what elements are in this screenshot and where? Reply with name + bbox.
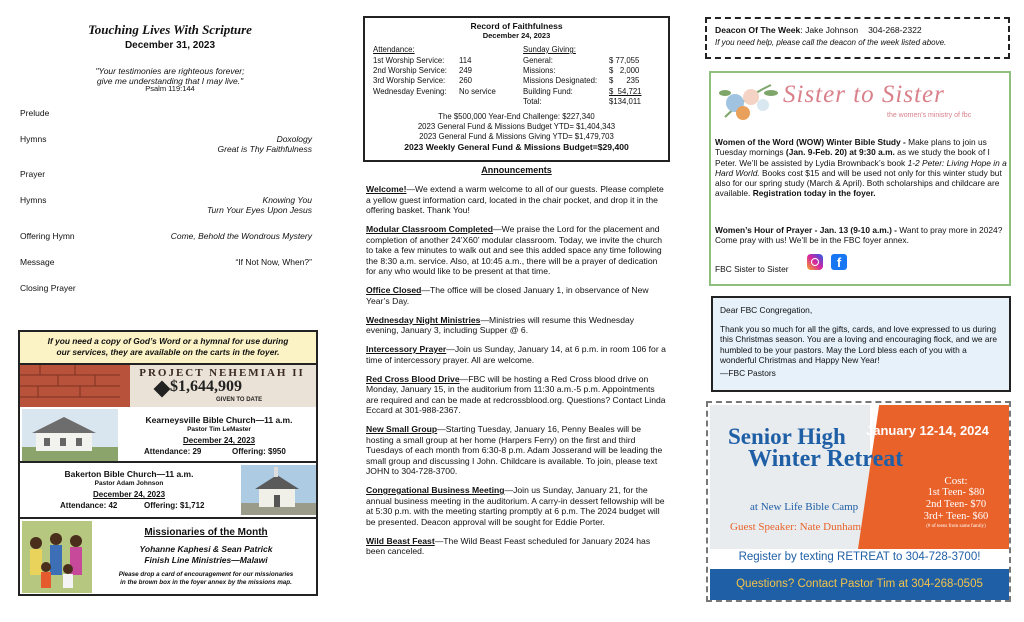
project-name: PROJECT NEHEMIAH II [139, 367, 305, 379]
sister-logo: Sister to Sister [783, 81, 945, 108]
cost-note: (# of teens from same family) [926, 524, 986, 529]
ytd-summary [365, 112, 668, 152]
flower-bouquet-graphic [715, 77, 781, 127]
service-item-label: Offering Hymn [20, 231, 75, 241]
bulletin-title: Touching Lives With Scripture [88, 22, 252, 37]
note-line: our services, they are available on the carts in the foyer. [56, 347, 280, 357]
attendance-label: 3rd Worship Service: [373, 76, 446, 86]
attendance-value: 114 [459, 56, 472, 65]
announcement-text: —Ministries will resume this Wednesday evening, January 3, including Supper @ 6. [366, 314, 635, 335]
wow-dates: (Jan. 9-Feb. 20) at 9:30 a.m. [785, 147, 895, 158]
announcement-text: —FBC will be hosting a Red Cross blood drive on Monday, January 15, in the auditorium from 11:30 a.m.-5 p.m. Appointments are required and can be made at redcrossblood.org. Questions? Contact Linda Eccard at 301-988-2367. [366, 373, 666, 415]
announcement-title: Congregational Business Meeting [366, 485, 505, 495]
retreat-dates: January 12-14, 2024 [866, 423, 989, 438]
missionary-family-photo [22, 521, 92, 593]
attendance-count: Attendance: 29 [144, 447, 202, 456]
service-item-label: Message [20, 257, 55, 267]
wow-title: Women of the Word (WOW) Winter Bible Study - [715, 137, 906, 147]
announcement-text: —The Wild Beast Feast scheduled for January 2024 has been canceled. [366, 535, 651, 556]
giving-label: General: [523, 56, 553, 65]
wow-book: 1-2 Peter: Living Hope in a Hard World. [715, 157, 1007, 178]
missionaries-box [18, 519, 318, 596]
bakerton-report [18, 463, 318, 519]
attendance-value: No service [459, 86, 496, 96]
attendance-value: 260 [459, 76, 473, 86]
project-amount: $1,644,909 [170, 378, 242, 395]
missionaries-heading: Missionaries of the Month [144, 527, 268, 538]
deacon-name: : Jake Johnson [800, 25, 859, 35]
church-pastor: Pastor Adam Johnson [94, 480, 164, 487]
sister-to-sister-box [709, 71, 1011, 286]
announcement-item [366, 184, 668, 216]
service-item-detail: Knowing You [262, 195, 312, 205]
announcement-title: New Small Group [366, 424, 438, 434]
deacon-note: If you need help, please call the deacon of the week listed above. [715, 38, 947, 47]
verse-reference: Psalm 119:144 [145, 84, 195, 93]
deacon-label: Deacon Of The Week [715, 25, 801, 35]
service-item-label: Hymns [20, 195, 47, 205]
announcements-list [366, 184, 668, 565]
service-item-detail: Great is Thy Faithfulness [217, 144, 312, 154]
bulletin-date: December 31, 2023 [124, 40, 216, 51]
announcement-text: —The office will be closed January 1, in observance of New Year’s Day. [366, 285, 649, 306]
record-date: December 24, 2023 [482, 31, 551, 40]
report-date: December 24, 2023 [182, 436, 256, 445]
church-photo [241, 465, 316, 515]
announcement-item [366, 315, 668, 336]
project-nehemiah-banner [18, 365, 318, 407]
announcement-text: —We praise the Lord for the placement and completion of another 24’X60’ modular classroom. Today, we invite the church to take a few minutes to walk out and see this added space any time following the 8:30 a.m. service. Also, at 10:45 a.m., there will be a prayer of dedication for any who would like to be present at that time. [366, 224, 663, 276]
winter-retreat-flyer [706, 401, 1011, 602]
wow-study [715, 137, 1007, 199]
missionary-organization: Finish Line Ministries—Malawi [144, 555, 268, 565]
retreat-contact: Questions? Contact Pastor Tim at 304-268-0505 [710, 569, 1009, 600]
giving-list [523, 56, 663, 107]
service-item-label: Hymns [20, 134, 47, 144]
announcement-title: Wild Beast Feast [366, 535, 435, 546]
letter-greeting: Dear FBC Congregation, [720, 305, 813, 315]
service-item-detail: Turn Your Eyes Upon Jesus [206, 205, 312, 215]
cost-item: 3rd+ Teen- $60 [923, 511, 989, 522]
announcement-item [366, 285, 668, 306]
retreat-title: Winter Retreat [748, 446, 904, 472]
giving-label: Total: [523, 96, 542, 106]
announcement-text: —Join us Sunday, January 21, for the annual business meeting in the auditorium. A carry-in dessert fellowship will be at 5:30 p.m. with the meeting starting promptly at 6 p.m. The 2024 budget will be presented. Deacon approval will be sought for Eddie Porter. [366, 485, 665, 527]
giving-value: $ 235 [609, 76, 640, 86]
announcement-item [366, 374, 668, 416]
offering-amount: Offering: $1,712 [144, 501, 205, 510]
note-line: If you need a copy of God’s Word or a hymnal for use during [47, 336, 289, 346]
service-item-label: Closing Prayer [20, 283, 76, 293]
giving-value: $ 54,721 [609, 86, 642, 96]
giving-label: Missions Designated: [523, 76, 598, 86]
wow-text: as we study the book of I Peter. We’ll be assisted by Lydia Brownback’s book [715, 147, 990, 168]
deacon-phone: 304-268-2322 [868, 25, 922, 35]
announcement-title: Office Closed [366, 285, 422, 295]
announcement-title: Red Cross Blood Drive [366, 373, 460, 384]
wow-text: Make plans to join us Tuesday mornings [715, 137, 987, 158]
service-item-label: Prayer [20, 169, 46, 179]
announcement-title: Wednesday Night Ministries [366, 314, 481, 325]
announcement-text: —Join us Sunday, January 14, at 6 p.m. in room 106 for a time of intercessory prayer. All are welcome. [366, 344, 666, 365]
announcement-title: Welcome! [366, 184, 407, 194]
giving-value: $ 77,055 [609, 56, 640, 65]
church-name: Bakerton Bible Church—11 a.m. [64, 469, 194, 479]
attendance-label: Wednesday Evening: [373, 86, 447, 96]
wow-registration: Registration today in the foyer. [752, 188, 876, 199]
verse-line: "Your testimonies are righteous forever; [95, 66, 245, 76]
missionary-note: Please drop a card of encouragement for our missionaries [118, 571, 294, 578]
retreat-speaker: Guest Speaker: Nate Dunham [730, 521, 862, 533]
scripture-verse [40, 66, 300, 86]
letter-signature: —FBC Pastors [720, 368, 776, 379]
announcement-item [366, 344, 668, 365]
report-date: December 24, 2023 [92, 490, 166, 499]
announcements-heading: Announcements [481, 165, 552, 175]
church-photo [22, 409, 118, 461]
announcement-text: —We extend a warm welcome to all of our guests. Please complete a yellow guest information card, located in the chair pocket, and drop it in the offering basket. Thank You! [366, 184, 664, 215]
giving-value: $134,011 [609, 96, 641, 106]
pastors-letter [711, 296, 1011, 392]
announcement-item [366, 536, 668, 557]
attendance-value: 249 [459, 66, 473, 76]
retreat-cost [906, 475, 1006, 530]
retreat-register: Register by texting RETREAT to 304-728-3700! [738, 551, 981, 563]
sister-footer: FBC Sister to Sister [715, 264, 789, 274]
budget-ytd: 2023 General Fund & Missions Budget YTD= $1,404,343 [417, 122, 616, 131]
announcement-item [366, 424, 668, 477]
hour-of-prayer [715, 225, 1007, 246]
cost-item: 1st Teen- $80 [927, 487, 985, 498]
announcement-text: —Starting Tuesday, January 16, Penny Beales will be hosting a small group at her home (Harpers Ferry) on the first and third Tuesdays of each month from 6:30-8 p.m. Adam Josserand will be leading the small group and discussing I John. Childcare is available. To join, please text JOHN to 304-728-3700. [366, 424, 663, 476]
service-item-detail: “If Not Now, When?” [235, 257, 312, 267]
prayer-text: Want to pray more in 2024? Come pray with us! We’ll be in the FBC foyer annex. [715, 225, 1003, 246]
letter-body: Thank you so much for all the gifts, cards, and love expressed to us during this Christmas season. You are a loving and encouraging flock, and we are humbled to be your pastors. May the Lord bless each of you with a wonderful Christmas and Happy New Year! [720, 324, 998, 365]
missionary-names: Yohanne Kaphesi & Sean Patrick [139, 544, 273, 554]
attendance-label: 2nd Worship Service: [373, 66, 447, 76]
weekly-budget: 2023 Weekly General Fund & Missions Budget=$29,400 [404, 142, 629, 152]
year-end-challenge: The $500,000 Year-End Challenge: $227,340 [438, 112, 595, 121]
giving-label: Missions: [523, 66, 556, 76]
announcement-title: Modular Classroom Completed [366, 224, 494, 234]
announcement-item [366, 485, 668, 527]
sister-tagline: the women's ministry of fbc [887, 112, 972, 119]
instagram-icon[interactable] [807, 254, 823, 270]
kearneysville-report [18, 407, 318, 463]
church-name: Kearneysville Bible Church—11 a.m. [145, 415, 293, 425]
bible-availability-note [18, 330, 318, 365]
giving-heading: Sunday Giving: [523, 45, 576, 54]
missionary-note: in the brown box in the foyer annex by the missions map. [120, 579, 292, 586]
announcement-item [366, 224, 668, 277]
prayer-title: Women’s Hour of Prayer - Jan. 13 (9-10 a.m.) - [715, 225, 897, 235]
church-pastor: Pastor Tim LeMaster [187, 426, 251, 433]
attendance-heading: Attendance: [373, 45, 415, 54]
attendance-list [373, 56, 496, 97]
giving-ytd: 2023 General Fund & Missions Giving YTD= $1,479,703 [419, 132, 614, 141]
facebook-icon[interactable]: f [831, 254, 847, 270]
cost-label: Cost: [944, 475, 968, 487]
service-item-detail: Doxology [276, 134, 312, 144]
retreat-camp: at New Life Bible Camp [750, 501, 859, 513]
announcement-title: Intercessory Prayer [366, 344, 447, 354]
giving-value: $ 2,000 [609, 66, 640, 76]
offering-amount: Offering: $950 [232, 447, 286, 456]
retreat-title: Senior High [728, 424, 846, 449]
record-of-faithfulness [363, 16, 670, 162]
verse-line: give me understanding that I may live." [96, 76, 244, 86]
cost-item: 2nd Teen- $70 [925, 499, 987, 510]
service-item-label: Prelude [20, 108, 50, 118]
giving-label: Building Fund: [523, 86, 573, 96]
record-title: Record of Faithfulness [470, 21, 563, 31]
deacon-of-week [705, 17, 1010, 59]
project-subtitle: GIVEN TO DATE [216, 397, 263, 403]
service-item-detail: Come, Behold the Wondrous Mystery [170, 231, 312, 241]
wow-text: Books cost $15 and will be used not only for this winter study but also for our spring study (March & April). Both scholarships and childcare are available. [715, 167, 1002, 199]
attendance-label: 1st Worship Service: [373, 56, 445, 65]
attendance-count: Attendance: 42 [60, 501, 118, 510]
